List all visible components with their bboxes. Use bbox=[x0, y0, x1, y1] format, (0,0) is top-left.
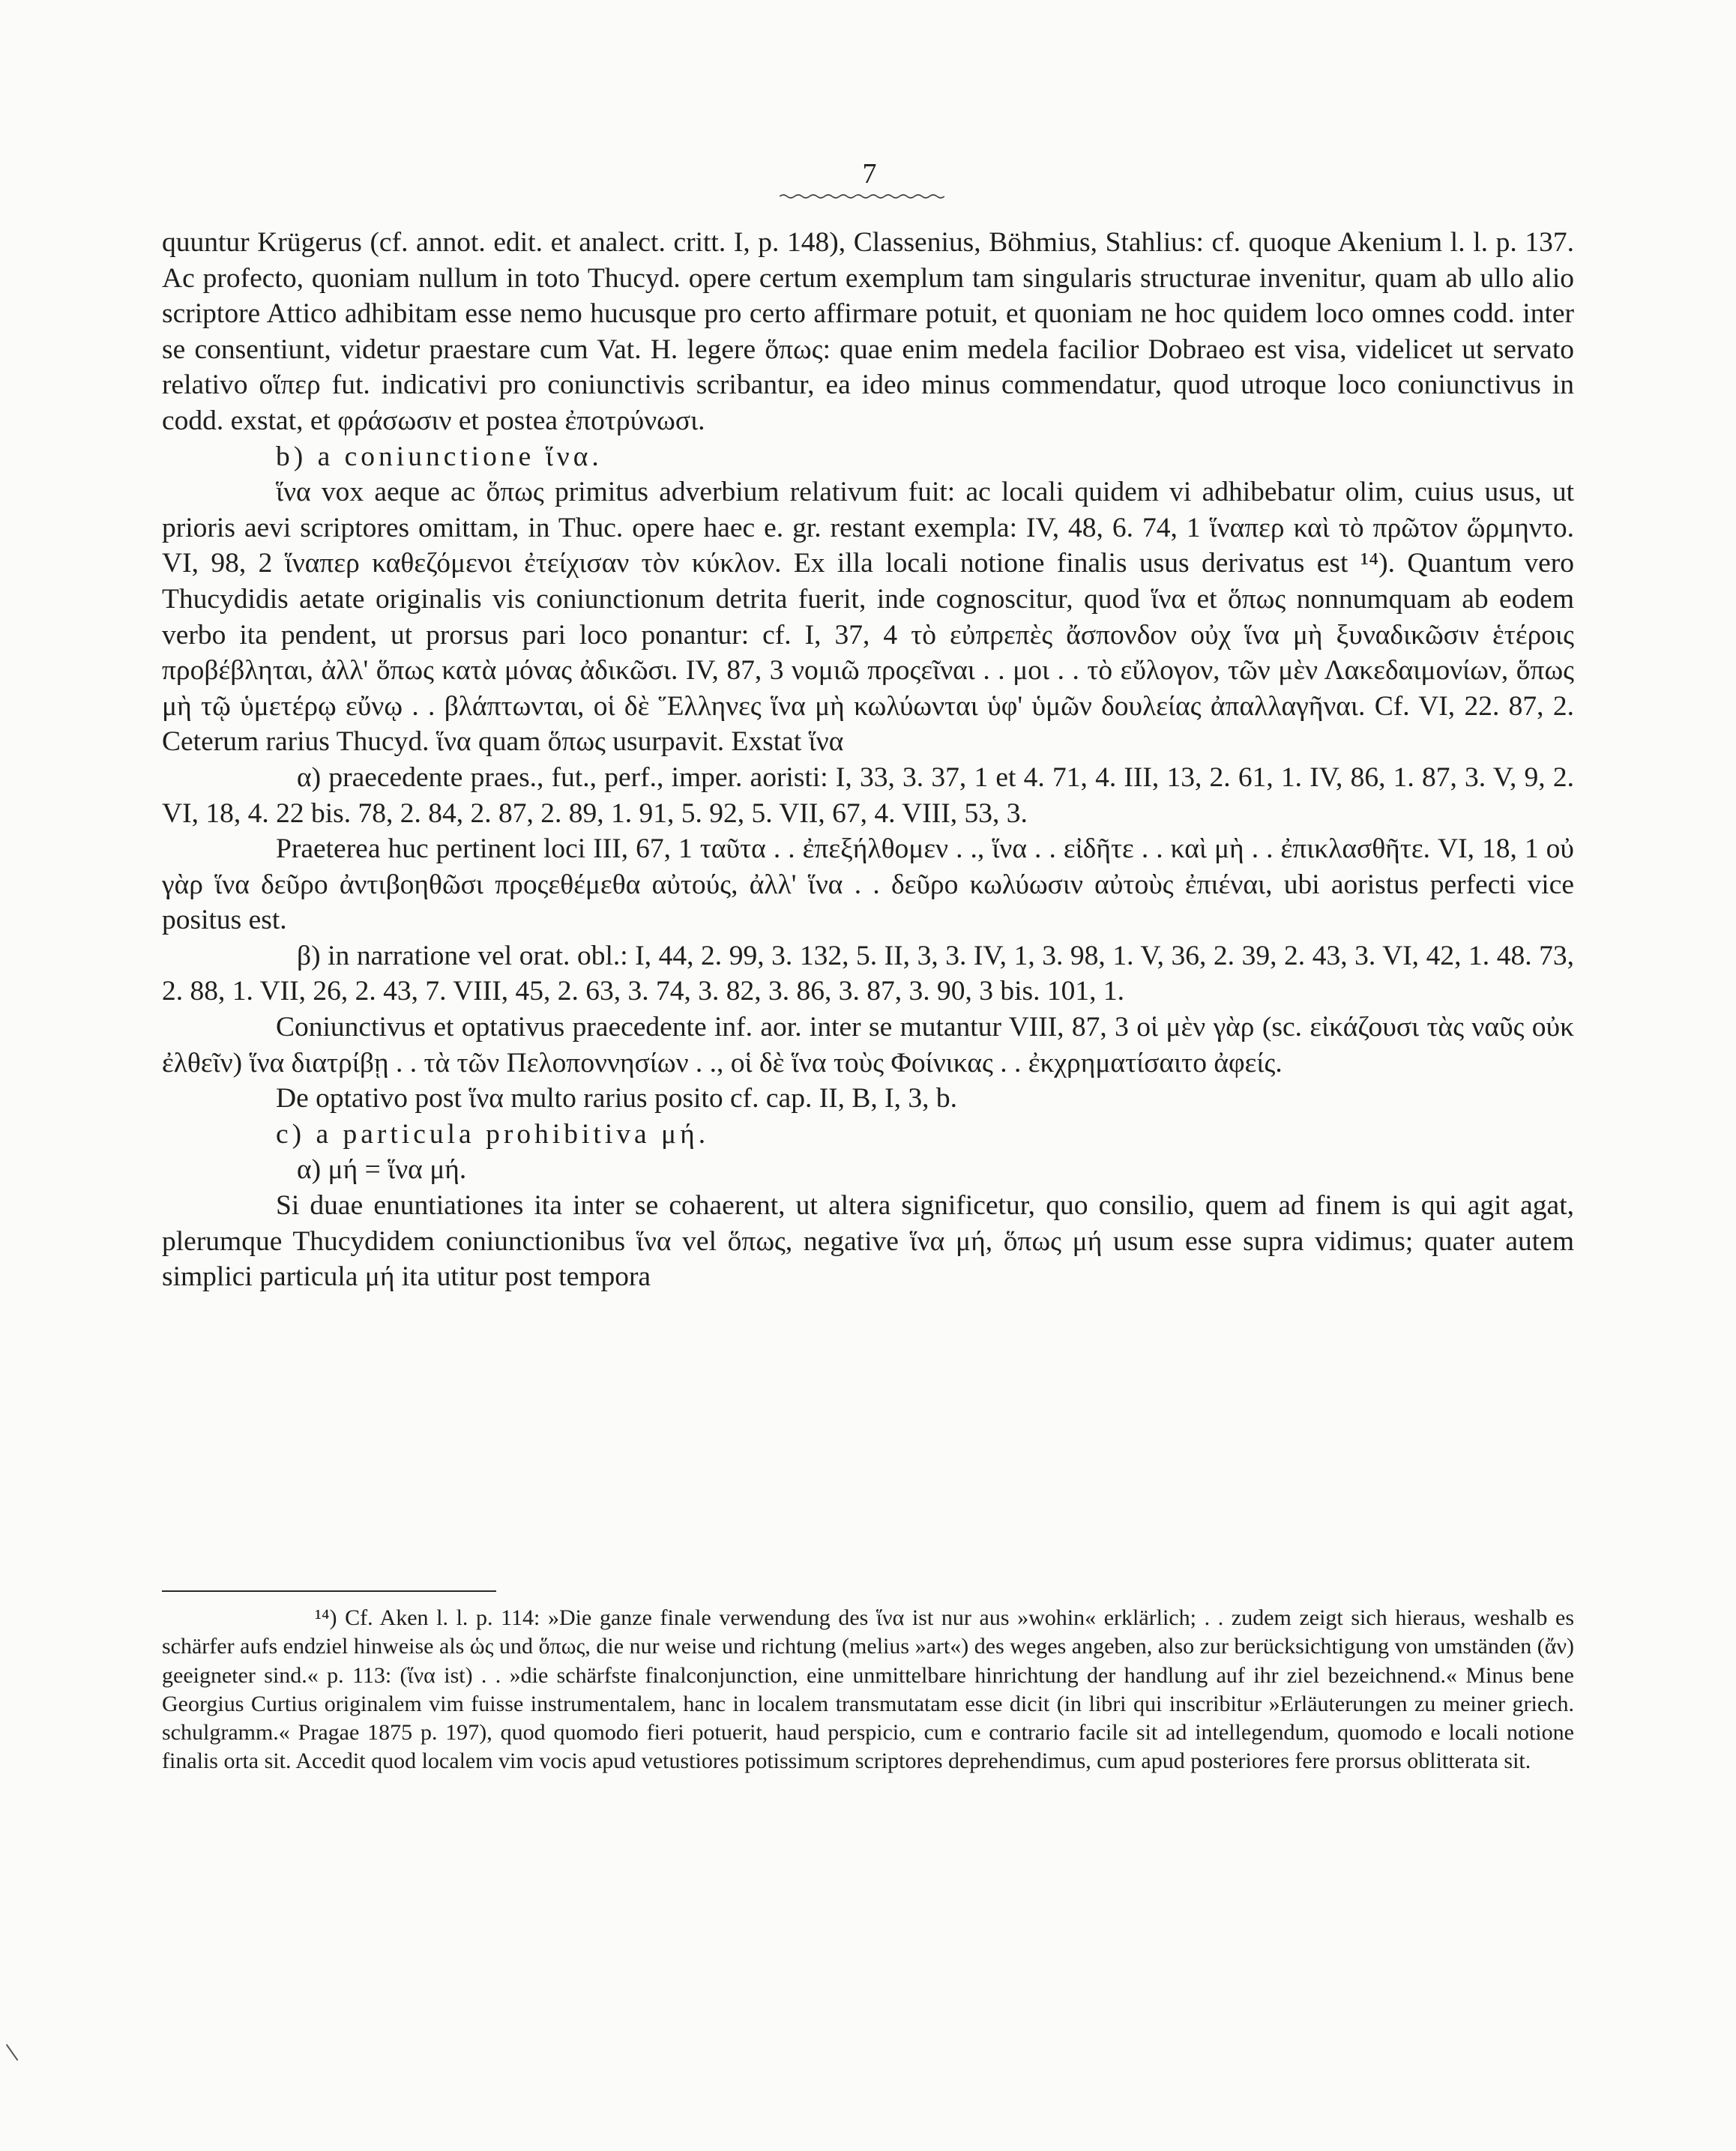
footnote-text: ¹⁴) Cf. Aken l. l. p. 114: »Die ganze finale verwendung des ἵνα ist nur aus »wohin« erklärlich; . . zudem zeigt sich hieraus, weshalb es schärfer aufs endziel hinweise als ὡς und ὅπως, die nur weise und richtung (melius »art«) des weges angeben, also zur berücksichtigung von umständen (ἄν) geeigneter sind.« p. 113: (ἵνα ist) . . »die schärfste finalconjunction, eine unmittelbare hinrichtung der handlung auf ihr ziel bezeichnend.« Minus bene Georgius Curtius originalem vim fuisse instrumentalem, hanc in localem transmutatam esse dicit (in libri qui inscribitur »Erläuterungen zu meiner griech. schulgramm.« Pragae 1875 p. 197), quod quomodo fieri potuerit, haud perspicio, cum e contrario facile sit ad intellegendum, quomodo e locali notione finalis orta sit. Accedit quod localem vim vocis apud vetustiores potissimum scriptores deprehendimus, cum apud posteriores fere prorsus oblitterata sit. bbox=[162, 1605, 1574, 1774]
subsection-beta: β) in narratione vel orat. obl.: I, 44, 2. 99, 3. 132, 5. II, 3, 3. IV, 1, 3. 98, 1. V, 36, 2. 39, 2. 43, 3. VI, 42, 1. 48. 73, 2. 88, 1. VII, 26, 2. 43, 7. VIII, 45, 2. 63, 3. 74, 3. 82, 3. 86, 3. 87, 3. 90, 3 bis. 101, 1. bbox=[162, 940, 1574, 1007]
paragraph-continuation: quuntur Krügerus (cf. annot. edit. et analect. critt. I, p. 148), Classenius, Böhmius, Stahlius: cf. quoque Akenium l. l. p. 137. Ac profecto, quoniam nullum in toto Thucyd. opere certum exemplum tam singularis structurae invenitur, quam ab ullo alio scriptore Attico adhibitam esse nemo hucusque pro certo affirmare potuit, et quoniam ne hoc quidem loco omnes codd. inter se consentiunt, videtur praestare cum Vat. H. legere ὅπως: quae enim medela facilior Dobraeo est visa, videlicet ut servato relativo οἵπερ fut. indicativi pro coniunctivis scribantur, ea ideo minus commendatur, quod utroque loco coniunctivus in codd. exstat, et φράσωσιν et postea ἐποτρύνωσι. bbox=[162, 227, 1574, 436]
subsection-alpha-me: α) μή = ἵνα μή. bbox=[297, 1154, 467, 1186]
paragraph-coniunctivus: Coniunctivus et optativus praecedente inf. aor. inter se mutantur VIII, 87, 3 οἱ μὲν γὰρ (sc. εἰκάζουσι τὰς ναῦς οὐκ ἐλθεῖν) ἵνα διατρίβῃ . . τὰ τῶν Πελοποννησίων . ., οἱ δὲ ἵνα τοὺς Φοίνικας . . ἐκχρηματίσαιτο ἀφείς. bbox=[162, 1012, 1574, 1078]
page-number: 7 bbox=[862, 158, 877, 190]
section-heading-b: b) a coniunctione ἵνα. bbox=[276, 441, 603, 472]
subsection-alpha: α) praecedente praes., fut., perf., imper. aoristi: I, 33, 3. 37, 1 et 4. 71, 4. III, 13, 2. 61, 1. IV, 86, 1. 87, 3. V, 9, 2. VI, 18, 4. 22 bis. 78, 2. 84, 2. 87, 2. 89, 1. 91, 5. 92, 5. VII, 67, 4. VIII, 53, 3. bbox=[162, 761, 1574, 829]
paragraph-praeterea: Praeterea huc pertinent loci III, 67, 1 ταῦτα . . ἐπεξήλθομεν . ., ἵνα . . εἰδῆτε . . καὶ μὴ . . ἐπικλασθῆτε. VI, 18, 1 οὐ γὰρ ἵνα δεῦρο ἀντιβοηθῶσι προςεθέμεθα αὐτούς, ἀλλ' ἵνα . . δεῦρο κωλύωσιν αὐτοὺς ἐπιέναι, ubi aoristus perfecti vice positus est. bbox=[162, 833, 1574, 936]
main-text bbox=[162, 225, 1574, 1295]
footnote-14 bbox=[162, 1604, 1574, 1776]
section-heading-c: c) a particula prohibitiva μή. bbox=[276, 1118, 710, 1150]
ornamental-rule bbox=[780, 193, 944, 199]
scan-artifact bbox=[6, 2039, 25, 2060]
paragraph-si-duae: Si duae enuntiationes ita inter se cohaerent, ut altera significetur, quo consilio, quem ad finem is qui agit agat, plerumque Thucydidem coniunctionibus ἵνα vel ὅπως, negative ἵνα μή, ὅπως μή usum esse supra vidimus; quater autem simplici particula μή ita utitur post tempora bbox=[162, 1190, 1574, 1293]
footnote-divider bbox=[162, 1590, 496, 1592]
paragraph-optativo: De optativo post ἵνα multo rarius posito cf. cap. II, B, I, 3, b. bbox=[276, 1083, 958, 1114]
paragraph-hina: ἵνα vox aeque ac ὅπως primitus adverbium relativum fuit: ac locali quidem vi adhibebatur olim, cuius usus, ut prioris aevi scriptores omittam, in Thuc. opere haec e. gr. restant exempla: IV, 48, 6. 74, 1 ἵναπερ καὶ τὸ πρῶτον ὥρμηντο. VI, 98, 2 ἵναπερ καθεζόμενοι ἐτείχισαν τὸν κύκλον. Ex illa locali notione finalis usus derivatus est ¹⁴). Quantum vero Thucydidis aetate originalis vis coniunctionum detrita fuerit, inde cognoscitur, quod ἵνα et ὅπως nonnumquam ab eodem verbo ita pendent, ut prorsus pari loco ponantur: cf. I, 37, 4 τὸ εὐπρεπὲς ἄσπονδον οὐχ ἵνα μὴ ξυναδικῶσιν ἑτέροις προβέβληται, ἀλλ' ὅπως κατὰ μόνας ἀδικῶσι. IV, 87, 3 νομιῶ προςεῖναι . . μοι . . τὸ εὔλογον, τῶν μὲν Λακεδαιμονίων, ὅπως μὴ τῷ ὑμετέρῳ εὔνῳ . . βλάπτωνται, οἱ δὲ Ἕλληνες ἵνα μὴ κωλύωνται ὑφ' ὑμῶν δουλείας ἀπαλλαγῆναι. Cf. VI, 22. 87, 2. Ceterum rarius Thucyd. ἵνα quam ὅπως usurpavit. Exstat ἵνα bbox=[162, 477, 1574, 758]
